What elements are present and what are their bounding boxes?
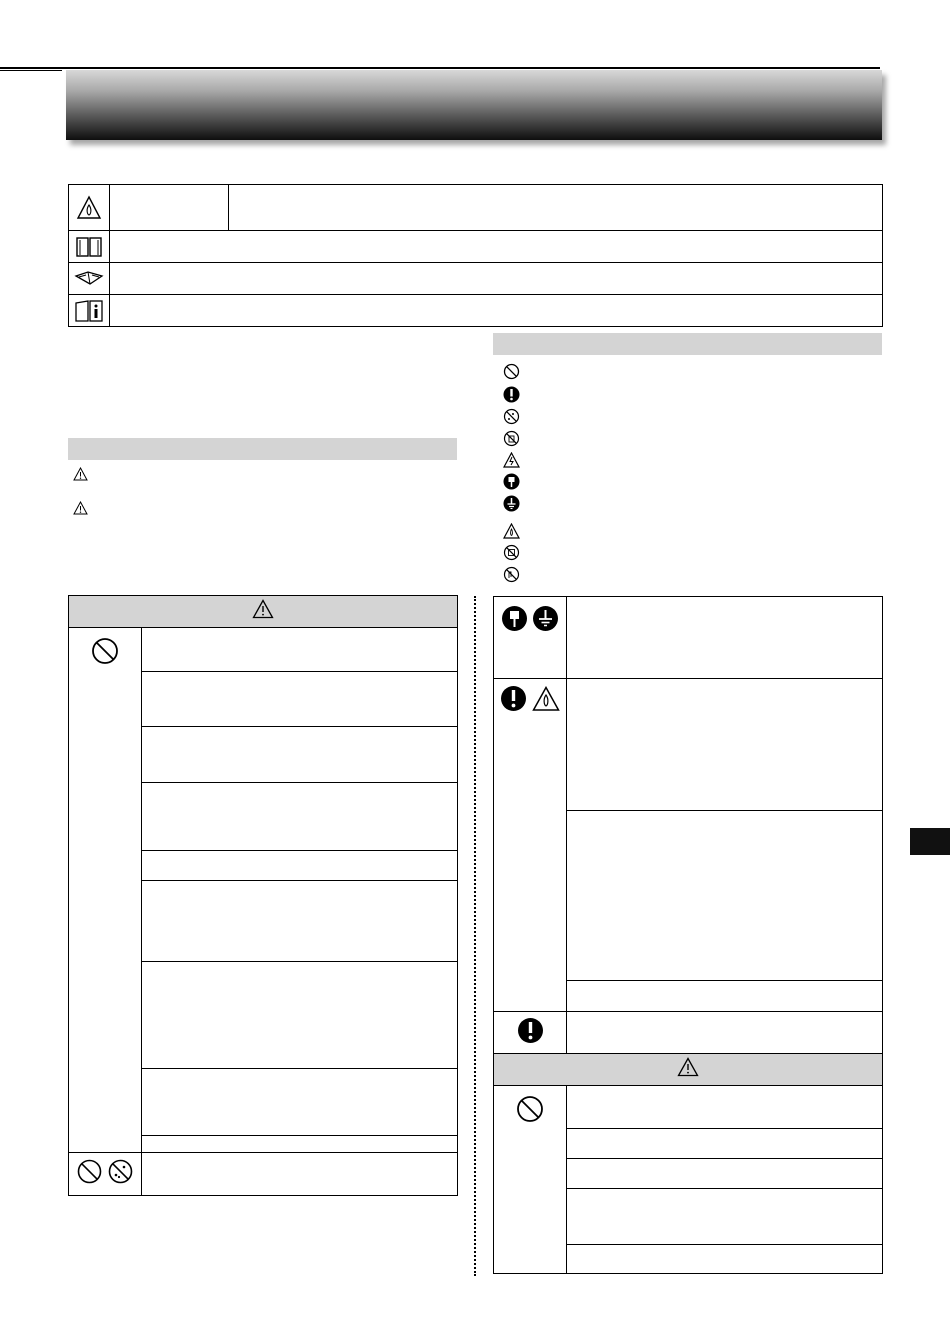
legend-row-info (69, 294, 882, 326)
warning-triangle-icon (72, 466, 88, 482)
caution-item (567, 1129, 883, 1159)
prohibited-icon (515, 1094, 545, 1124)
warning-item (567, 597, 883, 679)
symbol-legend-table (68, 184, 883, 327)
legend-row-open-book (69, 262, 882, 294)
caution-item (567, 1189, 883, 1245)
no-disassembly-icon (502, 543, 520, 561)
legend-description-cell (110, 263, 882, 294)
warning-item (142, 962, 458, 1069)
earth-ground-icon (532, 605, 559, 632)
left-section-heading (68, 438, 457, 460)
caution-item (567, 1086, 883, 1129)
warning-item (142, 1069, 458, 1136)
prohibited-icon-cell (69, 628, 142, 1153)
unplug-icon (502, 472, 520, 490)
open-book-icon (69, 263, 110, 294)
warning-item (142, 1153, 458, 1196)
unplug-icon (501, 605, 528, 632)
caution-item (567, 1245, 883, 1274)
mandatory-exclamation-icon (500, 685, 527, 712)
top-rule (0, 67, 880, 69)
warning-triangle-icon (72, 500, 88, 516)
no-water-splash-icon (502, 407, 520, 425)
prohibited-icon-cell (494, 1086, 567, 1274)
mandatory-exclamation-icon (502, 385, 520, 403)
warning-item (567, 811, 883, 981)
prohibited-icon (90, 636, 120, 666)
manual-icon (69, 231, 110, 262)
legend-description-cell (110, 295, 882, 326)
column-divider (474, 596, 476, 1276)
warning-item (567, 679, 883, 811)
prohibited-icon (502, 362, 520, 380)
warning-item (142, 783, 458, 851)
warning-item (142, 851, 458, 881)
prohibited-no-water-icon-cell (69, 1153, 142, 1196)
flammable-warning-icon (532, 686, 560, 712)
warning-table (68, 595, 458, 1196)
no-wet-hands-icon (502, 429, 520, 447)
flammable-warning-icon (502, 522, 520, 540)
no-water-splash-icon (107, 1158, 134, 1185)
warning-item (142, 672, 458, 727)
caution-table-header (494, 1054, 883, 1086)
legend-label-cell (110, 185, 229, 230)
earth-ground-icon (502, 494, 520, 512)
warning-item (142, 1136, 458, 1153)
mandatory-exclamation-icon (517, 1017, 544, 1044)
unplug-ground-icon-cell (494, 597, 567, 679)
legend-description-cell (110, 231, 882, 262)
electric-shock-warning-icon (502, 451, 520, 469)
legend-row-flammable (69, 185, 882, 230)
warning-table-continued (493, 596, 883, 1274)
warning-triangle-icon (252, 599, 274, 619)
warning-table-header (69, 596, 458, 628)
warning-item (142, 628, 458, 672)
warning-item (567, 981, 883, 1012)
no-touch-icon (502, 565, 520, 583)
caution-item (567, 1159, 883, 1189)
warning-item (142, 727, 458, 783)
flammable-warning-icon (69, 185, 110, 230)
legend-description-cell (229, 185, 882, 230)
header-banner (66, 70, 882, 140)
top-rule-secondary (0, 70, 62, 71)
mandatory-icon-cell (494, 1012, 567, 1054)
prohibited-icon (76, 1158, 103, 1185)
warning-item (567, 1012, 883, 1054)
chapter-tab (910, 828, 950, 855)
warning-triangle-icon (677, 1057, 699, 1077)
mandatory-flammable-icon-cell (494, 679, 567, 1012)
info-manual-icon (69, 295, 110, 326)
right-section-heading (493, 333, 882, 355)
legend-row-manual (69, 230, 882, 262)
warning-item (142, 881, 458, 962)
